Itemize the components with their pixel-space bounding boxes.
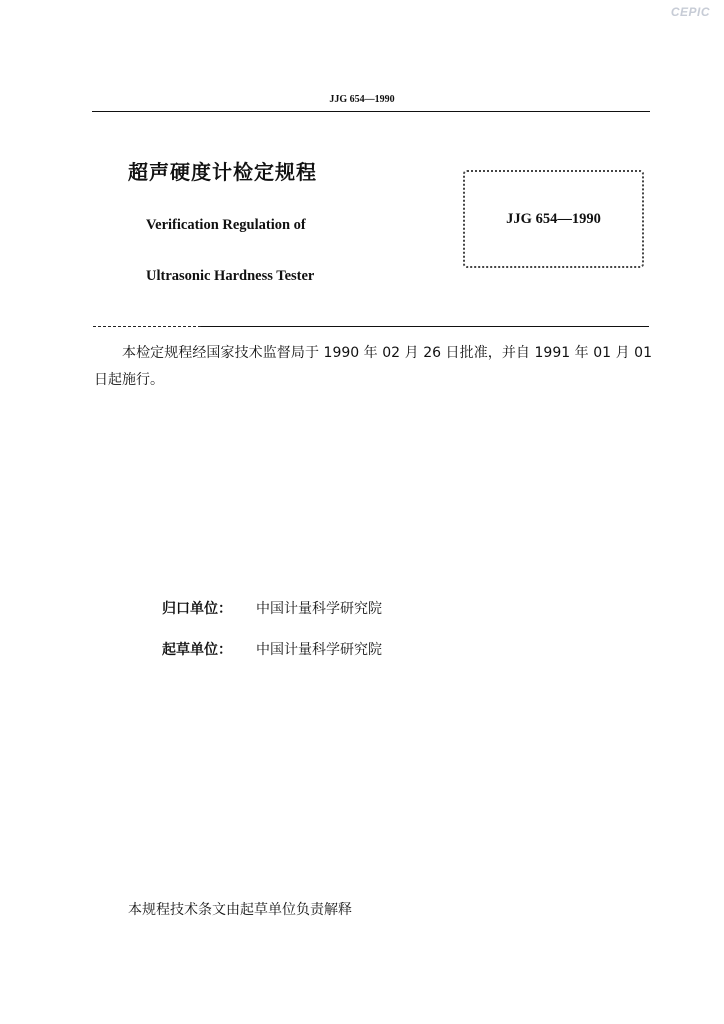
- interpretation-note: 本规程技术条文由起草单位负责解释: [128, 902, 352, 918]
- header-standard-code: JJG 654—1990: [329, 94, 395, 105]
- separator-rule-dashed: [93, 326, 201, 327]
- drafting-unit-row: [162, 639, 382, 659]
- responsible-unit-row: [162, 598, 382, 618]
- standard-code-box-text: JJG 654—1990: [506, 210, 601, 227]
- title-chinese: 超声硬度计检定规程: [128, 160, 317, 184]
- standard-code-box: [463, 170, 644, 268]
- responsible-unit-label: 归口单位：: [162, 601, 232, 617]
- title-english-line-2: Ultrasonic Hardness Tester: [146, 268, 315, 284]
- watermark-logo: CEPIC: [670, 5, 710, 19]
- separator-rule: [201, 326, 649, 327]
- header-rule: [92, 111, 650, 112]
- drafting-unit-label: 起草单位：: [162, 642, 232, 658]
- responsible-unit-value: 中国计量科学研究院: [256, 601, 382, 617]
- approval-statement: 本检定规程经国家技术监督局于 1990 年 02 月 26 日批准，并自 1991 年 01 月 01 日起施行。: [94, 345, 652, 388]
- title-english-line-1: Verification Regulation of: [146, 217, 306, 233]
- drafting-unit-value: 中国计量科学研究院: [256, 642, 382, 658]
